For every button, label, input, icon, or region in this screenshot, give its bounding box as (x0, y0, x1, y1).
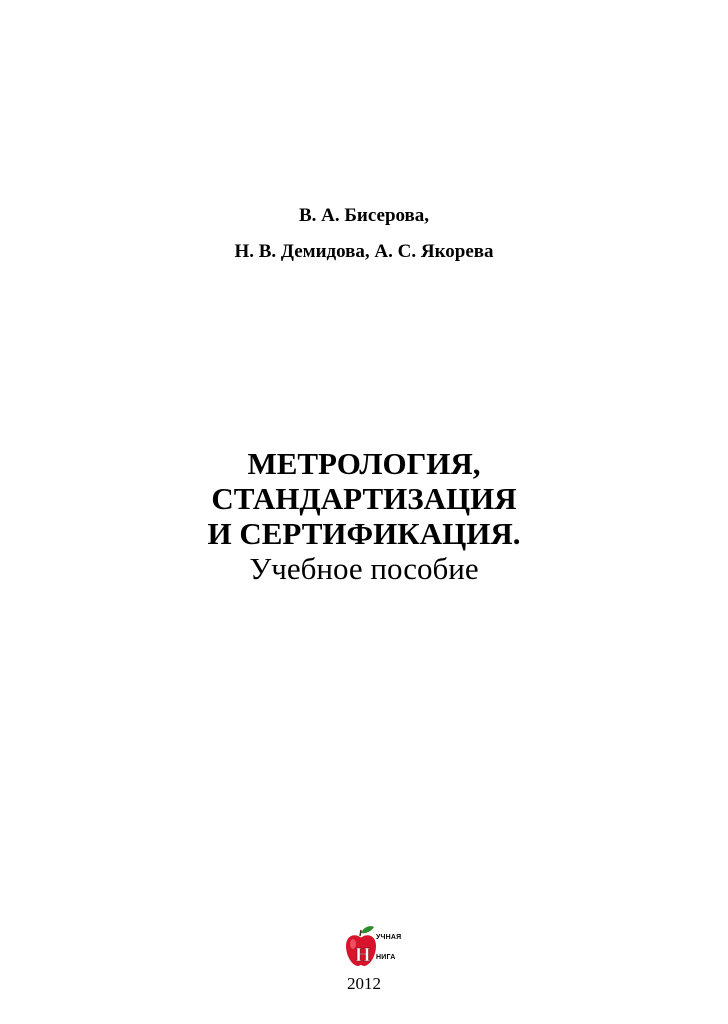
authors-line-2: Н. В. Демидова, А. С. Якорева (234, 241, 494, 262)
logo-word-bottom: НИГА (376, 954, 396, 961)
apple-logo-icon (344, 924, 378, 970)
title-line-1: МЕТРОЛОГИЯ, (247, 446, 481, 481)
book-title (0, 446, 728, 586)
publication-year: 2012 (347, 974, 381, 993)
title-line-2: СТАНДАРТИЗАЦИЯ (211, 481, 517, 516)
logo-word-top: УЧНАЯ (376, 934, 402, 941)
title-line-3: И СЕРТИФИКАЦИЯ. (207, 516, 521, 551)
publisher-logo (344, 924, 410, 970)
authors-line-1: В. А. Бисерова, (298, 205, 430, 226)
svg-text:Н: Н (355, 944, 371, 966)
book-subtitle: Учебное пособие (249, 551, 479, 586)
